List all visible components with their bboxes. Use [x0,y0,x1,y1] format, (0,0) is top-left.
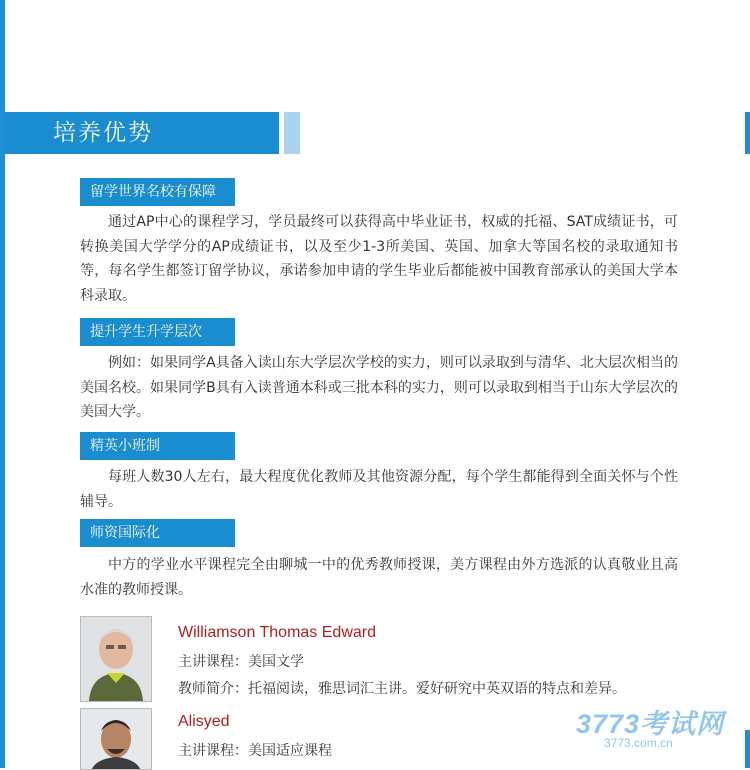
teacher-photo-williamson [80,616,152,702]
teacher-course-alisyed: 主讲课程：美国适应课程 [178,743,332,759]
watermark-logo: 3773考试网 [576,709,725,739]
subheading-guarantee: 留学世界名校有保障 [80,178,235,206]
paragraph-guarantee: 通过AP中心的课程学习，学员最终可以获得高中毕业证书，权威的托福、SAT成绩证书，可转换美国大学学分的AP成绩证书，以及至少1-3所美国、英国、加拿大等国名校的录取通知书等，每名学生都签订留学协议，承诺参加申请的学生毕业后都能被中国教育部承认的美国大学本科录取。 [80,214,678,304]
teacher-course-williamson: 主讲课程：美国文学 [178,654,304,670]
right-edge-rule-top [745,112,750,154]
subheading-faculty: 师资国际化 [80,519,235,547]
paragraph-faculty: 中方的学业水平课程完全由聊城一中的优秀教师授课，美方课程由外方选派的认真敬业且高水准的教师授课。 [80,557,678,598]
subheading-level-up: 提升学生升学层次 [80,318,235,346]
teacher-photo-alisyed [80,708,152,770]
avatar-icon [81,709,151,770]
section-title-banner [5,112,279,154]
teacher-intro-williamson: 教师简介：托福阅读，雅思词汇主讲。爱好研究中英双语的特点和差异。 [178,681,626,697]
teacher-name-alisyed: Alisyed [178,713,230,730]
paragraph-level-up: 例如：如果同学A具备入读山东大学层次学校的实力，则可以录取到与清华、北大层次相当的美国名校。如果同学B具有入读普通本科或三批本科的实力，则可以录取到相当于山东大学层次的美国大学。 [80,355,678,420]
teacher-name-williamson: Williamson Thomas Edward [178,624,376,641]
subheading-small-class: 精英小班制 [80,432,235,460]
right-edge-rule-bottom [745,730,750,768]
title-accent-block [284,112,300,154]
avatar-icon [81,617,151,701]
watermark-url: 3773.com.cn [604,736,673,750]
page-title: 培养优势 [53,120,153,146]
paragraph-small-class: 每班人数30人左右，最大程度优化教师及其他资源分配，每个学生都能得到全面关怀与个性辅导。 [80,469,678,510]
